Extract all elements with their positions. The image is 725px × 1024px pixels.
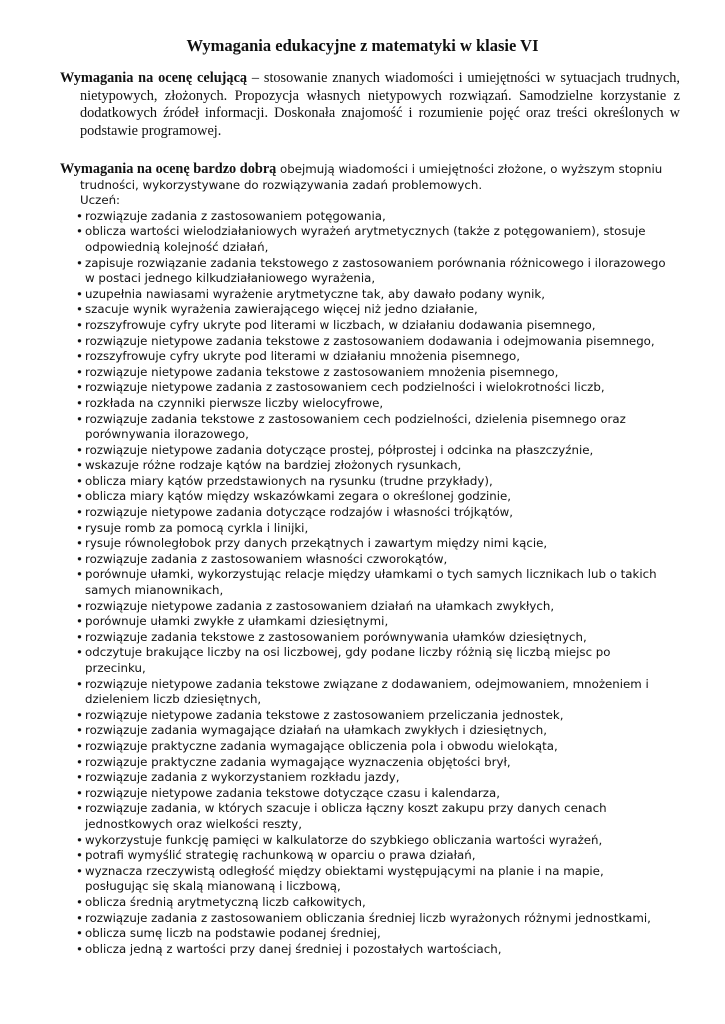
bullet-icon: • [76, 317, 83, 332]
grade-bardzo-dobra-section [60, 162, 670, 957]
list-item [76, 380, 670, 396]
list-item-text: wykorzystuje funkcję pamięci w kalkulatorze do szybkiego obliczania wartości wyrażeń, [85, 832, 603, 847]
list-item-text: rozwiązuje praktyczne zadania wymagające wyznaczenia objętości brył, [85, 754, 511, 769]
list-item [76, 521, 670, 537]
list-item-text: oblicza miary kątów przedstawionych na rysunku (trudne przykłady), [85, 473, 493, 488]
bullet-icon: • [76, 910, 83, 925]
list-item-text: oblicza średnią arytmetyczną liczb całkowitych, [85, 894, 366, 909]
list-item [76, 630, 670, 646]
grade-bardzo-dobra-text: obejmują wiadomości i umiejętności złożone, o wyższym stopniu trudności, wykorzystywane do rozwiązywania zadań problemowych. [80, 162, 663, 192]
list-item [76, 567, 670, 598]
bullet-icon: • [76, 614, 83, 629]
bullet-icon: • [76, 598, 83, 613]
list-item [76, 755, 670, 771]
bullet-icon: • [76, 551, 83, 566]
list-item-text: rozszyfrowuje cyfry ukryte pod literami w działaniu mnożenia pisemnego, [85, 349, 521, 364]
bullet-icon: • [76, 224, 83, 239]
bullet-icon: • [76, 520, 83, 535]
list-item [76, 848, 670, 864]
bullet-icon: • [76, 364, 83, 379]
bullet-icon: • [76, 941, 83, 956]
bullet-icon: • [76, 567, 83, 582]
list-item-text: rozwiązuje nietypowe zadania dotyczące rodzajów i własności trójkątów, [85, 505, 514, 520]
list-item-text: oblicza sumę liczb na podstawie podanej średniej, [85, 926, 381, 941]
list-item [76, 256, 670, 287]
bullet-icon: • [76, 489, 83, 504]
list-item-text: potrafi wymyślić strategię rachunkową w oparciu o prawa działań, [85, 848, 476, 863]
list-item-text: rozwiązuje nietypowe zadania tekstowe dotyczące czasu i kalendarza, [85, 785, 500, 800]
list-item [76, 770, 670, 786]
list-item-text: rozwiązuje zadania wymagające działań na ułamkach zwykłych i dziesiętnych, [85, 723, 548, 738]
bullet-icon: • [76, 458, 83, 473]
list-item [76, 209, 670, 225]
list-item-text: rozwiązuje nietypowe zadania tekstowe z zastosowaniem mnożenia pisemnego, [85, 364, 559, 379]
grade-celujaca-paragraph [60, 70, 680, 140]
list-item [76, 645, 670, 676]
bullet-icon: • [76, 785, 83, 800]
list-item-text: rozwiązuje nietypowe zadania z zastosowaniem działań na ułamkach zwykłych, [85, 598, 555, 613]
list-item [76, 396, 670, 412]
list-item-text: rozkłada na czynniki pierwsze liczby wielocyfrowe, [85, 395, 384, 410]
bullet-icon: • [76, 848, 83, 863]
list-item [76, 443, 670, 459]
list-item [76, 926, 670, 942]
bullet-icon: • [76, 738, 83, 753]
list-item [76, 349, 670, 365]
list-item [76, 708, 670, 724]
grade-celujaca-text: – stosowanie znanych wiadomości i umiejętności w sytuacjach trudnych, nietypowych, złożonych. Propozycja własnych nietypowych rozwiązań. Samodzielne korzystanie z dodatkowych źródeł informacji. Doskonała znajomość i rozumienie pojęć oraz treści określonych w podstawie programowej. [80, 70, 680, 139]
list-item [76, 224, 670, 255]
bullet-icon: • [76, 333, 83, 348]
list-item-text: porównuje ułamki, wykorzystując relacje między ułamkami o tych samych licznikach lub o takich samych mianownikach, [85, 567, 657, 598]
list-item [76, 864, 670, 895]
list-item-text: rozwiązuje nietypowe zadania dotyczące prostej, półprostej i odcinka na płaszczyźnie, [85, 442, 594, 457]
bullet-icon: • [76, 302, 83, 317]
list-item [76, 489, 670, 505]
bullet-icon: • [76, 707, 83, 722]
grade-bardzo-dobra-intro [60, 162, 670, 193]
list-item [76, 801, 670, 832]
list-item-text: rozwiązuje zadania tekstowe z zastosowaniem porównywania ułamków dziesiętnych, [85, 629, 587, 644]
bullet-icon: • [76, 286, 83, 301]
list-item [76, 458, 670, 474]
list-item-text: rozwiązuje zadania z zastosowaniem obliczania średniej liczb wyrażonych różnymi jednostkami, [85, 910, 651, 925]
list-item-text: rozwiązuje zadania tekstowe z zastosowaniem cech podzielności, dzielenia pisemnego oraz porównywania ilorazowego, [85, 411, 626, 442]
bullet-icon: • [76, 505, 83, 520]
list-item-text: oblicza miary kątów między wskazówkami zegara o określonej godzinie, [85, 489, 512, 504]
list-item-text: rozwiązuje praktyczne zadania wymagające obliczenia pola i obwodu wielokąta, [85, 738, 558, 753]
list-item [76, 833, 670, 849]
bullet-icon: • [76, 380, 83, 395]
bullet-icon: • [76, 395, 83, 410]
bullet-icon: • [76, 801, 83, 816]
bullet-icon: • [76, 676, 83, 691]
list-item-text: rysuje romb za pomocą cyrkla i linijki, [85, 520, 309, 535]
list-item-text: rysuje równoległobok przy danych przekątnych i zawartym między nimi kącie, [85, 536, 548, 551]
list-item-text: oblicza wartości wielodziałaniowych wyrażeń arytmetycznych (także z potęgowaniem), stosuje odpowiednią kolejność działań, [85, 224, 646, 254]
bullet-icon: • [76, 411, 83, 426]
list-item-text: zapisuje rozwiązanie zadania tekstowego z zastosowaniem porównania różnicowego i ilorazowego w postaci jednego kilkudziałaniowego wyrażenia, [85, 255, 666, 286]
bullet-icon: • [76, 473, 83, 488]
list-item-text: wyznacza rzeczywistą odległość między obiektami występującymi na planie i na mapie, posługując się skalą mianowaną i liczbową, [85, 863, 604, 894]
list-item-text: porównuje ułamki zwykłe z ułamkami dziesiętnymi, [85, 614, 389, 629]
list-item [76, 318, 670, 334]
bullet-icon: • [76, 832, 83, 847]
list-item [76, 474, 670, 490]
list-item [76, 536, 670, 552]
list-item-text: szacuje wynik wyrażenia zawierającego więcej niż jedno działanie, [85, 302, 478, 317]
list-item-text: rozszyfrowuje cyfry ukryte pod literami w liczbach, w działaniu dodawania pisemnego, [85, 317, 596, 332]
page-title: Wymagania edukacyjne z matematyki w klasie VI [186, 36, 539, 55]
list-item [76, 677, 670, 708]
bullet-icon: • [76, 629, 83, 644]
list-item [76, 552, 670, 568]
list-item-text: oblicza jedną z wartości przy danej średniej i pozostałych wartościach, [85, 941, 502, 956]
list-item [76, 287, 670, 303]
list-item-text: rozwiązuje nietypowe zadania tekstowe z zastosowaniem przeliczania jednostek, [85, 707, 564, 722]
list-item [76, 942, 670, 958]
bullet-icon: • [76, 770, 83, 785]
list-item-text: odczytuje brakujące liczby na osi liczbowej, gdy podane liczby różnią się liczbą miejsc po przecinku, [85, 645, 611, 675]
list-item-text: rozwiązuje zadania z zastosowaniem własności czworokątów, [85, 551, 448, 566]
list-item [76, 302, 670, 318]
list-item [76, 599, 670, 615]
list-item-text: rozwiązuje zadania z wykorzystaniem rozkładu jazdy, [85, 770, 400, 785]
list-item-text: wskazuje różne rodzaje kątów na bardziej złożonych rysunkach, [85, 458, 462, 473]
list-item [76, 895, 670, 911]
grade-celujaca-heading: Wymagania na ocenę celującą [60, 70, 248, 86]
list-item [76, 786, 670, 802]
list-item [76, 412, 670, 443]
list-item-text: rozwiązuje nietypowe zadania tekstowe związane z dodawaniem, odejmowaniem, mnożeniem i dzieleniem liczb dziesiętnych, [85, 676, 649, 707]
list-item [76, 365, 670, 381]
list-item-text: rozwiązuje nietypowe zadania z zastosowaniem cech podzielności i wielokrotności liczb, [85, 380, 605, 395]
list-item [76, 334, 670, 350]
list-item-text: rozwiązuje nietypowe zadania tekstowe z zastosowaniem dodawania i odejmowania pisemnego, [85, 333, 655, 348]
bullet-icon: • [76, 536, 83, 551]
bullet-icon: • [76, 645, 83, 660]
grade-bardzo-dobra-heading: Wymagania na ocenę bardzo dobrą [60, 161, 277, 177]
bullet-icon: • [76, 255, 83, 270]
bullet-icon: • [76, 863, 83, 878]
list-item-text: rozwiązuje zadania, w których szacuje i oblicza łączny koszt zakupu przy danych cenach jednostkowych oraz wielkości reszty, [85, 801, 607, 831]
requirements-list [60, 209, 670, 958]
list-item-text: uzupełnia nawiasami wyrażenie arytmetyczne tak, aby dawało podany wynik, [85, 286, 546, 301]
list-item [76, 739, 670, 755]
bullet-icon: • [76, 349, 83, 364]
bullet-icon: • [76, 894, 83, 909]
list-item [76, 614, 670, 630]
list-item [76, 505, 670, 521]
bullet-icon: • [76, 723, 83, 738]
list-item-text: rozwiązuje zadania z zastosowaniem potęgowania, [85, 208, 386, 223]
bullet-icon: • [76, 442, 83, 457]
bullet-icon: • [76, 208, 83, 223]
list-item [76, 723, 670, 739]
bullet-icon: • [76, 926, 83, 941]
list-item [76, 911, 670, 927]
uczen-label: Uczeń: [80, 193, 121, 208]
bullet-icon: • [76, 754, 83, 769]
